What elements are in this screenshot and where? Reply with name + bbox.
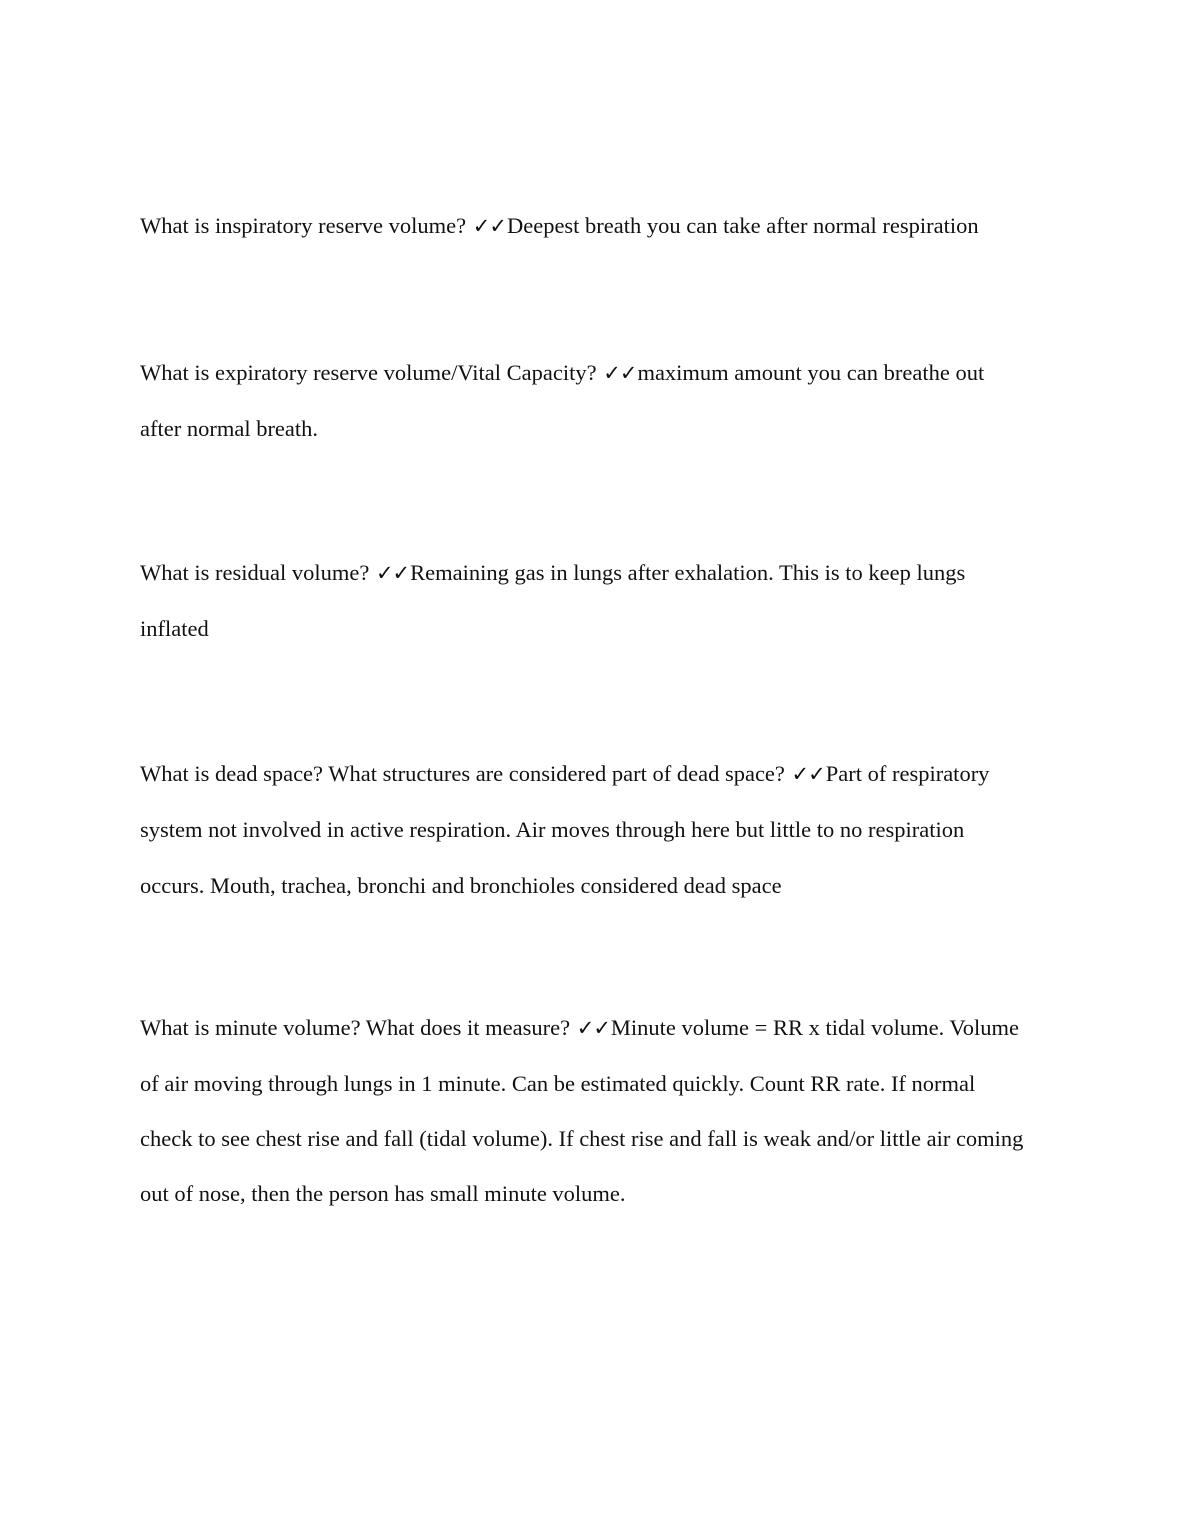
double-check-icon: ✓✓ [576,1016,610,1040]
question-text: What is inspiratory reserve volume? [140,213,467,238]
qa-item-residual-volume [140,545,1010,657]
answer-text: Deepest breath you can take after normal respiration [506,213,979,238]
qa-item-dead-space [140,746,1030,914]
double-check-icon: ✓✓ [472,214,506,238]
double-check-icon: ✓✓ [375,561,410,585]
answer-text: Part of respiratory system not involved in active respiration. Air moves through here but little to no respiration occurs. Mouth, trachea, bronchi and bronchioles considered dead space [140,761,990,898]
question-text: What is dead space? What structures are considered part of dead space? [140,761,785,786]
answer-text: Minute volume = RR x tidal volume. Volume of air moving through lungs in 1 minute. Can be estimated quickly. Count RR rate. If normal check to see chest rise and fall (tidal volume). If chest rise and fall is weak and/or little air coming out of nose, then the person has small minute volume. [140,1015,1024,1206]
double-check-icon: ✓✓ [791,762,825,786]
qa-item-minute-volume [140,1000,1030,1221]
answer-text: Remaining gas in lungs after exhalation. This is to keep lungs inflated [140,560,966,641]
qa-item-inspiratory-reserve [140,198,1040,254]
qa-item-expiratory-reserve [140,345,1025,457]
question-text: What is expiratory reserve volume/Vital Capacity? [140,360,597,385]
answer-text: maximum amount you can breathe out after normal breath. [140,360,985,441]
question-text: What is residual volume? [140,560,370,585]
double-check-icon: ✓✓ [603,361,637,385]
question-text: What is minute volume? What does it measure? [140,1015,571,1040]
